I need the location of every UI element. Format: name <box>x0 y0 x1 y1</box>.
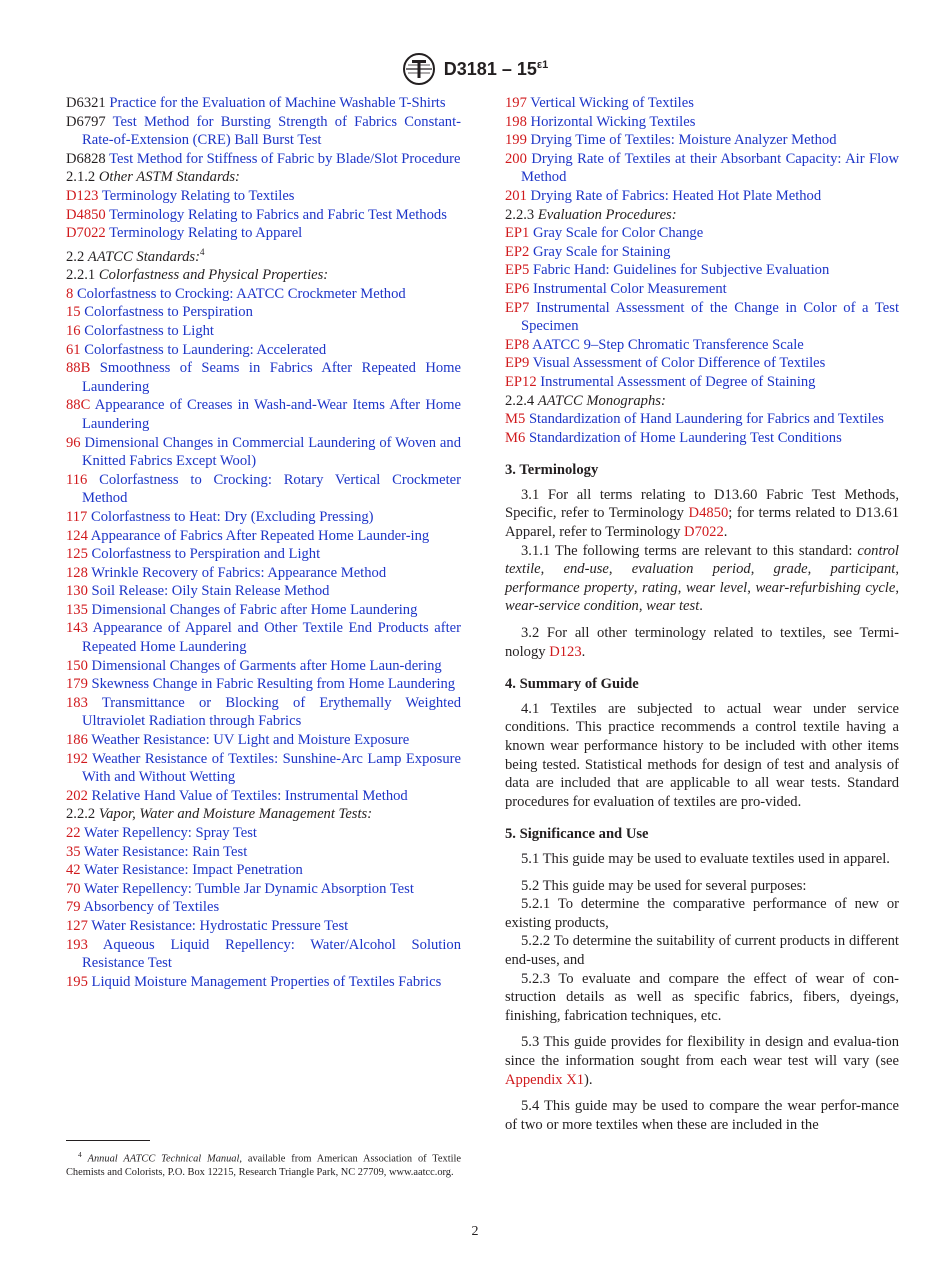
reference-item <box>505 354 899 373</box>
reference-code-link[interactable]: 125 <box>66 546 88 563</box>
reference-title-link[interactable]: Transmittance or Blocking of Erythemally Weighted Ultraviolet Radiation through Fabrics <box>82 694 461 730</box>
reference-code-link[interactable]: D6321 <box>66 95 106 111</box>
reference-title-link[interactable]: Absorbency of Textiles <box>83 899 220 916</box>
reference-item <box>505 373 899 392</box>
reference-code-link[interactable]: 117 <box>66 508 88 525</box>
reference-code-link[interactable]: D7022 <box>66 225 106 242</box>
reference-title-link[interactable]: Relative Hand Value of Textiles: Instrumental Method <box>91 787 408 804</box>
reference-code-link[interactable]: EP6 <box>505 280 530 297</box>
reference-item <box>505 410 899 429</box>
reference-code-link[interactable]: EP1 <box>505 225 530 242</box>
astm-logo-icon <box>402 52 436 86</box>
reference-title-link[interactable]: Smoothness of Seams in Fabrics After Repeated Home Laundering <box>82 360 461 395</box>
subsection-2-2-1: 2.2.1 Colorfastness and Physical Properties: <box>66 267 329 284</box>
reference-title-link[interactable]: Gray Scale for Color Change <box>532 225 704 242</box>
reference-title-link[interactable]: Instrumental Color Measurement <box>532 280 727 297</box>
paragraph-5-2-1: 5.2.1 To determine the comparative performance of new or existing products, <box>505 896 899 931</box>
paragraph-5-2-2: 5.2.2 To determine the suitability of current products in different end-uses, and <box>505 933 899 968</box>
reference-item <box>66 731 461 750</box>
page-header <box>0 52 950 86</box>
paragraph-3-2: 3.2 For all other terminology related to textiles, see Termi-nology D123. <box>505 625 899 660</box>
reference-item <box>66 285 461 304</box>
reference-code-link[interactable]: 88C <box>66 397 91 414</box>
reference-title-link[interactable]: Weather Resistance of Textiles: Sunshine-Arc Lamp Exposure With and Without Wetting <box>82 750 461 786</box>
reference-title-link[interactable]: Soil Release: Oily Stain Release Method <box>91 583 330 600</box>
term: wear test <box>646 598 700 615</box>
reference-code-link[interactable]: 193 <box>66 936 88 953</box>
reference-title-link[interactable]: Test Method for Bursting Strength of Fabrics Constant-Rate-of-Extension (CRE) Ball Burst Test <box>82 113 462 149</box>
reference-item <box>505 131 899 150</box>
reference-title-link[interactable]: Colorfastness to Light <box>84 322 214 339</box>
reference-code-link[interactable]: 192 <box>66 750 88 767</box>
reference-item <box>505 150 899 187</box>
subsection-2-2-2: 2.2.2 Vapor, Water and Moisture Management Tests: <box>66 806 373 823</box>
reference-code-link[interactable]: 116 <box>66 471 88 488</box>
reference-code-link[interactable]: 150 <box>66 657 88 674</box>
reference-code-link[interactable]: 199 <box>505 132 527 149</box>
footnote-4: $^4$ Annual AATCC Technical Manual, available from American Association of Textile Chemists and Colorists, P.O. Box 12215, Research Triangle Park, NC 27709, www.aatcc.org. <box>66 1150 461 1179</box>
reference-item <box>66 750 461 787</box>
reference-title-link[interactable]: Terminology Relating to Apparel <box>109 225 303 242</box>
reference-code-link[interactable]: 42 <box>66 862 81 879</box>
link-d4850[interactable]: D4850 <box>688 505 729 522</box>
term: wear-refurbishing cycle <box>755 579 896 596</box>
reference-title-link[interactable]: Test Method for Stiffness of Fabric by Blade/Slot Procedure <box>109 150 461 167</box>
reference-code-link[interactable]: 179 <box>66 676 88 693</box>
reference-item <box>66 880 461 899</box>
reference-code-link[interactable]: D6828 <box>66 150 106 167</box>
reference-item <box>66 303 461 322</box>
reference-title-link[interactable]: Horizontal Wicking Textiles <box>530 113 696 130</box>
reference-code-link[interactable]: 127 <box>66 917 88 934</box>
reference-code-link[interactable]: 16 <box>66 322 81 339</box>
reference-title-link[interactable]: Drying Rate of Textiles at their Absorbant Capacity: Air Flow Method <box>521 150 899 186</box>
paragraph-5-4: 5.4 This guide may be used to compare the wear perfor-mance of two or more textiles when these are included in the <box>505 1098 899 1133</box>
reference-code-link[interactable]: 70 <box>66 880 81 897</box>
reference-title-link[interactable]: Instrumental Assessment of the Change in Color of a Test Specimen <box>521 299 899 335</box>
section-5-heading: 5. Significance and Use <box>505 826 649 843</box>
reference-title-link[interactable]: Water Resistance: Hydrostatic Pressure Test <box>91 917 349 934</box>
reference-code-link[interactable]: 195 <box>66 973 88 990</box>
reference-title-link[interactable]: Drying Rate of Fabrics: Heated Hot Plate Method <box>530 187 822 204</box>
reference-code-link[interactable]: 15 <box>66 304 81 321</box>
reference-code-link[interactable]: M5 <box>505 411 526 428</box>
term: control textile <box>505 542 899 578</box>
reference-item <box>66 206 461 225</box>
reference-item <box>66 601 461 620</box>
reference-item <box>66 150 461 169</box>
reference-title-link[interactable]: Liquid Moisture Management Properties of Textiles Fabrics <box>91 973 442 990</box>
reference-item <box>66 936 461 973</box>
reference-code-link[interactable]: 201 <box>505 187 527 204</box>
reference-item <box>66 471 461 508</box>
reference-code-link[interactable]: 197 <box>505 95 527 111</box>
term: wear level <box>685 579 748 596</box>
reference-title-link[interactable]: Colorfastness to Laundering: Accelerated <box>84 341 327 358</box>
reference-title-link[interactable]: Colorfastness to Crocking: Rotary Vertical Crockmeter Method <box>82 471 461 507</box>
reference-title-link[interactable]: Dimensional Changes of Fabric after Home Laundering <box>91 601 418 618</box>
reference-item <box>66 843 461 862</box>
reference-code-link[interactable]: 8 <box>66 285 74 302</box>
reference-code-link[interactable]: EP7 <box>505 299 530 316</box>
reference-title-link[interactable]: Appearance of Apparel and Other Textile End Products after Repeated Home Laundering <box>82 620 461 656</box>
reference-item <box>505 113 899 132</box>
reference-title-link[interactable]: Standardization of Home Laundering Test Conditions <box>528 429 842 446</box>
reference-item <box>505 261 899 280</box>
paragraph-3-1-1: 3.1.1 The following terms are relevant to this standard: control textile, end-use, evaluation period, grade, participant, performance property, rating, wear level, wear-refurbishing cycle, wear-service condition, wear test. <box>505 542 899 615</box>
reference-item <box>66 973 461 992</box>
reference-item <box>66 657 461 676</box>
reference-item <box>66 341 461 360</box>
reference-title-link[interactable]: Practice for the Evaluation of Machine Washable T-Shirts <box>109 95 446 111</box>
reference-code-link[interactable]: 198 <box>505 113 527 130</box>
reference-item <box>66 861 461 880</box>
reference-code-link[interactable]: 143 <box>66 620 88 637</box>
reference-item <box>66 582 461 601</box>
reference-title-link[interactable]: Terminology Relating to Textiles <box>101 187 295 204</box>
reference-code-link[interactable]: 202 <box>66 787 88 804</box>
reference-code-link[interactable]: 135 <box>66 601 88 618</box>
reference-item <box>505 243 899 262</box>
reference-title-link[interactable]: Water Resistance: Rain Test <box>83 843 248 860</box>
paragraph-5-2-3: 5.2.3 To evaluate and compare the effect of wear of con-struction details as well as specific fabrics, fibers, dyeings, finishing, fabrication techniques, etc. <box>505 970 899 1024</box>
reference-item <box>505 429 899 448</box>
reference-item <box>66 94 461 113</box>
term: evaluation period <box>631 561 751 578</box>
term: grade <box>773 561 808 578</box>
reference-code-link[interactable]: 22 <box>66 825 81 842</box>
reference-title-link[interactable]: Colorfastness to Perspiration <box>84 304 253 321</box>
link-d7022[interactable]: D7022 <box>684 524 724 541</box>
reference-title-link[interactable]: Colorfastness to Heat: Dry (Excluding Pressing) <box>91 508 374 525</box>
reference-title-link[interactable]: Water Resistance: Impact Penetration <box>83 862 303 879</box>
reference-title-link[interactable]: Instrumental Assessment of Degree of Staining <box>540 373 816 390</box>
reference-title-link[interactable]: Dimensional Changes in Commercial Laundering of Woven and Knitted Fabrics Except Wool) <box>82 434 461 470</box>
reference-title-link[interactable]: Aqueous Liquid Repellency: Water/Alcohol Solution Resistance Test <box>82 936 462 972</box>
reference-code-link[interactable]: 130 <box>66 583 88 600</box>
section-4-heading: 4. Summary of Guide <box>505 676 639 693</box>
reference-code-link[interactable]: EP9 <box>505 355 530 372</box>
footnote-divider <box>66 1140 150 1141</box>
reference-item <box>66 187 461 206</box>
reference-code-link[interactable]: 96 <box>66 434 81 451</box>
term: rating <box>642 579 678 596</box>
reference-item <box>66 824 461 843</box>
reference-item <box>505 94 899 113</box>
right-column <box>505 94 899 1134</box>
paragraph-5-1: 5.1 This guide may be used to evaluate textiles used in apparel. <box>521 850 890 867</box>
reference-item <box>505 224 899 243</box>
reference-item <box>505 299 899 336</box>
reference-title-link[interactable]: Skewness Change in Fabric Resulting from Home Laundering <box>91 676 456 693</box>
reference-item <box>66 917 461 936</box>
reference-code-link[interactable]: M6 <box>505 429 526 446</box>
reference-title-link[interactable]: Dimensional Changes of Garments after Home Laun-dering <box>91 657 442 674</box>
reference-code-link[interactable]: EP12 <box>505 373 537 390</box>
reference-item <box>505 187 899 206</box>
subsection-2-2-4: 2.2.4 AATCC Monographs: <box>505 392 666 409</box>
reference-title-link[interactable]: Terminology Relating to Fabrics and Fabric Test Methods <box>109 206 447 223</box>
reference-item <box>66 359 461 396</box>
subsection-2-1-2: 2.1.2 Other ASTM Standards: <box>66 169 240 186</box>
reference-code-link[interactable]: 79 <box>66 899 81 916</box>
reference-title-link[interactable]: Wrinkle Recovery of Fabrics: Appearance Method <box>91 564 387 581</box>
reference-item <box>66 396 461 433</box>
reference-code-link[interactable]: EP8 <box>505 336 530 353</box>
link-d123[interactable]: D123 <box>549 643 582 660</box>
paragraph-4-1: 4.1 Textiles are subjected to actual wear under service conditions. This practice recommends a control textile having a known wear performance history to be included with other items being tested. Statistical methods for design of test and analysis of data are included that are applicable to all wear tests. Standard procedures for evaluation of textiles are pro-vided. <box>505 700 899 810</box>
paragraph-3-1: 3.1 For all terms relating to D13.60 Fabric Test Methods, Specific, refer to Terminology D4850; for terms related to D13.61 Apparel, refer to Terminology D7022. <box>505 486 900 541</box>
link-appendix-x1[interactable]: Appendix X1 <box>505 1071 585 1088</box>
reference-item <box>66 527 461 546</box>
paragraph-5-2: 5.2 This guide may be used for several purposes: <box>521 877 807 894</box>
reference-title-link[interactable]: AATCC 9–Step Chromatic Transference Scale <box>532 336 804 353</box>
section-3-heading: 3. Terminology <box>505 462 599 479</box>
term: participant <box>830 561 896 578</box>
reference-code-link[interactable]: 183 <box>66 694 88 711</box>
reference-code-link[interactable]: 88B <box>66 360 91 377</box>
term: end-use <box>563 561 609 578</box>
term: wear-service condition <box>505 598 639 615</box>
paragraph-5-3: 5.3 This guide provides for flexibility in design and evalua-tion since the information sought from each wear test will vary (see Appendix X1). <box>505 1034 899 1088</box>
reference-code-link[interactable]: D6797 <box>66 113 106 130</box>
reference-code-link[interactable]: 124 <box>66 527 88 544</box>
reference-item <box>66 508 461 527</box>
reference-item <box>66 564 461 583</box>
reference-title-link[interactable]: Gray Scale for Staining <box>532 243 671 260</box>
reference-item <box>66 545 461 564</box>
reference-title-link[interactable]: Appearance of Fabrics After Repeated Home Launder-ing <box>90 527 430 544</box>
reference-code-link[interactable]: EP5 <box>505 262 530 279</box>
page-number: 2 <box>471 1224 479 1239</box>
reference-item <box>505 336 899 355</box>
subsection-2-2-3: 2.2.3 Evaluation Procedures: <box>505 206 677 223</box>
term: performance property <box>505 579 634 596</box>
reference-item <box>66 787 461 806</box>
reference-title-link[interactable]: Colorfastness to Perspiration and Light <box>91 546 321 563</box>
reference-item <box>66 224 461 243</box>
reference-code-link[interactable]: EP2 <box>505 243 530 260</box>
reference-code-link[interactable]: 200 <box>505 150 527 167</box>
reference-title-link[interactable]: Fabric Hand: Guidelines for Subjective Evaluation <box>532 262 830 279</box>
reference-item <box>66 619 461 656</box>
reference-code-link[interactable]: D4850 <box>66 206 106 223</box>
reference-code-link[interactable]: 61 <box>66 341 81 358</box>
reference-item <box>66 434 461 471</box>
subsection-2-2: 2.2 AATCC Standards:$^4$ <box>66 246 205 265</box>
reference-item <box>66 322 461 341</box>
reference-item <box>66 675 461 694</box>
reference-title-link[interactable]: Appearance of Creases in Wash-and-Wear Items After Home Laundering <box>82 397 462 432</box>
reference-title-link[interactable]: Water Repellency: Spray Test <box>83 825 257 842</box>
document-designation: $D3181 - 15^{\varepsilon 1}$ <box>443 58 549 79</box>
reference-item <box>66 694 461 731</box>
reference-title-link[interactable]: Vertical Wicking of Textiles <box>530 95 694 111</box>
reference-code-link[interactable]: 35 <box>66 843 81 860</box>
left-column <box>66 94 461 991</box>
reference-code-link[interactable]: D123 <box>66 187 99 204</box>
reference-title-link[interactable]: Weather Resistance: UV Light and Moisture Exposure <box>91 732 410 749</box>
reference-title-link[interactable]: Colorfastness to Crocking: AATCC Crockmeter Method <box>76 285 406 302</box>
reference-title-link[interactable]: Water Repellency: Tumble Jar Dynamic Absorption Test <box>83 880 414 897</box>
reference-item <box>66 113 461 150</box>
reference-item <box>505 280 899 299</box>
reference-title-link[interactable]: Standardization of Hand Laundering for Fabrics and Textiles <box>528 411 884 428</box>
reference-code-link[interactable]: 128 <box>66 564 88 581</box>
reference-item <box>66 898 461 917</box>
reference-title-link[interactable]: Drying Time of Textiles: Moisture Analyzer Method <box>530 132 837 149</box>
reference-title-link[interactable]: Visual Assessment of Color Difference of Textiles <box>532 355 826 372</box>
reference-code-link[interactable]: 186 <box>66 732 88 749</box>
